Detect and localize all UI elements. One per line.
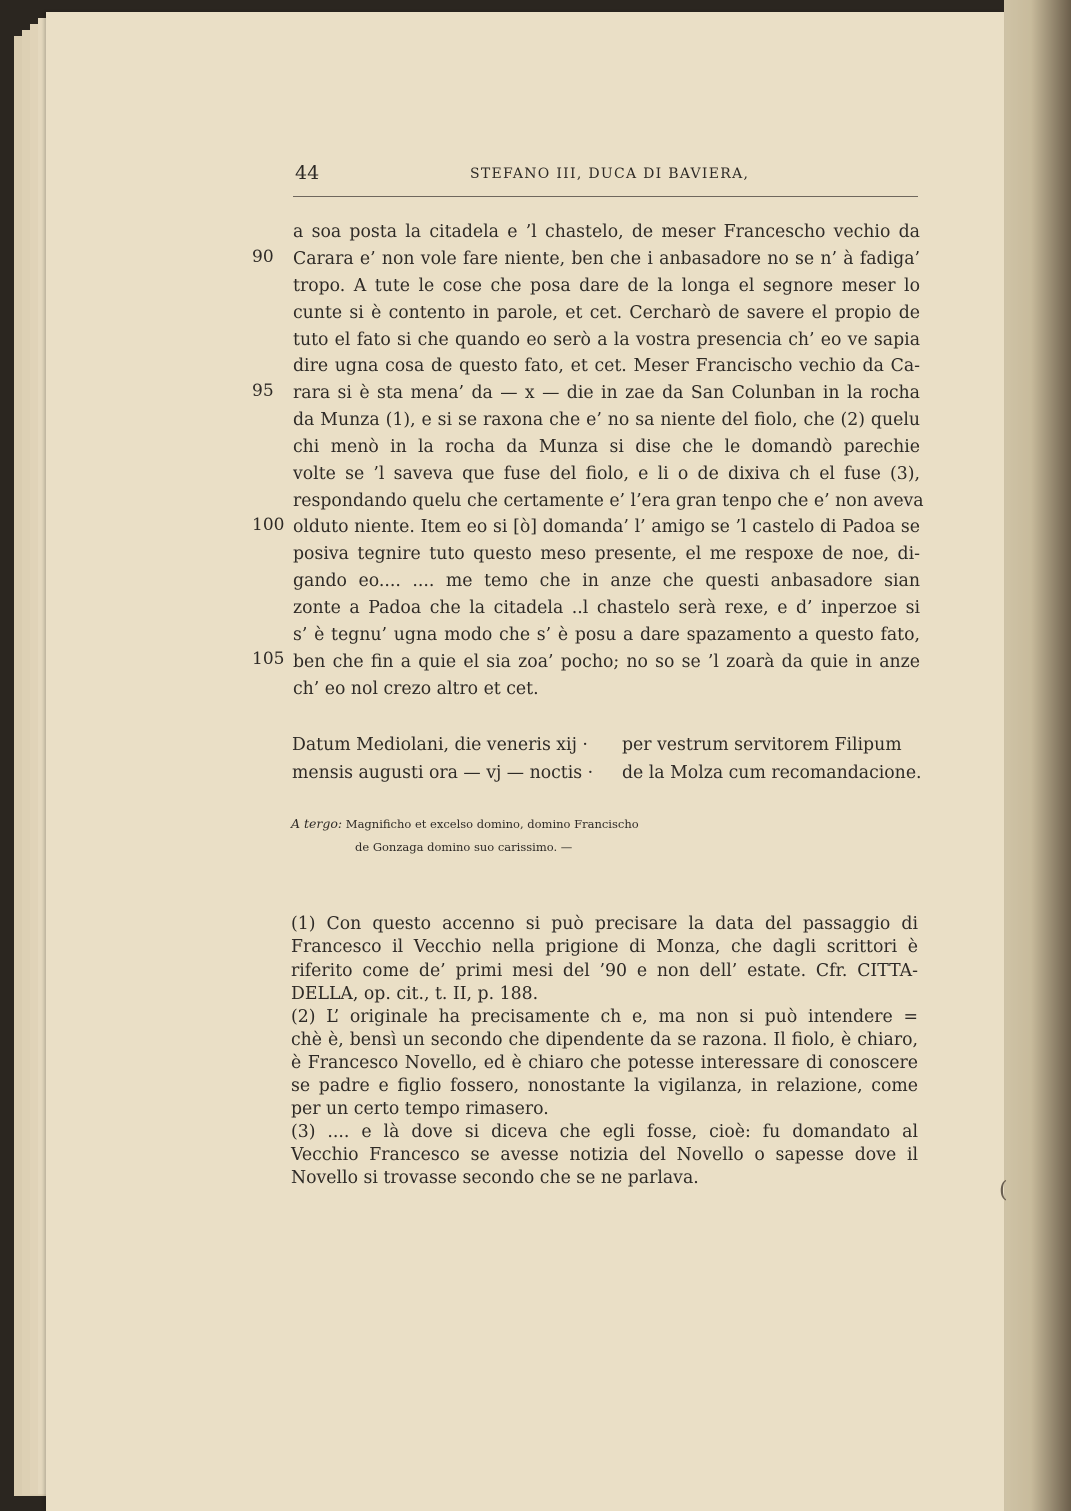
signature-line: de la Molza cum recomandacione. (622, 763, 922, 783)
body-line: ch’ eo nol crezo altro et cet. (293, 679, 539, 699)
footnote-line: chè è, bensì un secondo che dipendente da se razona. Il fiolo, è chiaro, (291, 1030, 918, 1050)
footnote-line: Novello si trovasse secondo che se ne parlava. (291, 1168, 699, 1188)
running-title: STEFANO III, DUCA DI BAVIERA, (470, 166, 750, 182)
footnote-line: se padre e figlio fossero, nonostante la vigilanza, in relazione, come (291, 1076, 918, 1096)
margin-mark: ( (999, 1178, 1008, 1203)
footnote-line: è Francesco Novello, ed è chiaro che potesse interessare di conoscere (291, 1053, 918, 1073)
header-rule (293, 196, 918, 197)
footnote-line: riferito come de’ primi mesi del ’90 e non dell’ estate. Cfr. CITTA- (291, 961, 918, 981)
footnote-line: (2) L’ originale ha precisamente ch e, ma non si può intendere = (291, 1007, 918, 1027)
datum-line: mensis augusti ora — vj — noctis · (292, 763, 594, 783)
footnote-line: DELLA, op. cit., t. II, p. 188. (291, 984, 539, 1004)
tergo-line (291, 816, 639, 831)
book-gutter-shadow (1004, 0, 1071, 1511)
body-line: tuto el fato si che quando eo serò a la vostra presencia ch’ eo ve sapia (293, 330, 920, 350)
body-line: olduto niente. Item eo si [ò] domanda’ l’ amigo se ’l castelo di Padoa se (293, 517, 920, 537)
footnote-line: (1) Con questo accenno si può precisare la data del passaggio di (291, 914, 918, 934)
body-line: ben che fin a quie el sia zoa’ pocho; no so se ’l zoarà da quie in anze (293, 652, 920, 672)
datum-line: Datum Mediolani, die veneris xij · (292, 735, 588, 755)
footnote-line: Francesco il Vecchio nella prigione di Monza, che dagli scrittori è (291, 937, 918, 957)
body-line: rara si è sta mena’ da — x — die in zae da San Colunban in la rocha (293, 383, 920, 403)
tergo-label: A tergo: (291, 816, 343, 831)
body-line: Carara e’ non vole fare niente, ben che i anbasadore no se n’ à fadiga’ (293, 249, 920, 269)
tergo-address: Magnificho et excelso domino, domino Francischo (345, 817, 639, 831)
line-number: 105 (252, 649, 285, 669)
body-line: da Munza (1), e si se raxona che e’ no sa niente del fiolo, che (2) quelu (293, 410, 920, 430)
body-line: dire ugna cosa de questo fato, et cet. Meser Francischo vechio da Ca- (293, 356, 920, 376)
page-number: 44 (295, 162, 320, 184)
body-line: posiva tegnire tuto questo meso presente, el me respoxe de noe, di- (293, 544, 920, 564)
body-line: chi menò in la rocha da Munza si dise che le domandò parechie (293, 437, 920, 457)
footnote-line: (3) .... e là dove si diceva che egli fosse, cioè: fu domandato al (291, 1122, 918, 1142)
body-line: volte se ’l saveva que fuse del fiolo, e li o de dixiva ch el fuse (3), (293, 464, 920, 484)
signature-line: per vestrum servitorem Filipum (622, 735, 902, 755)
body-line: tropo. A tute le cose che posa dare de la longa el segnore meser lo (293, 276, 920, 296)
body-line: cunte si è contento in parole, et cet. Cercharò de savere el propio de (293, 303, 920, 323)
body-line: zonte a Padoa che la citadela ..l chastelo serà rexe, e d’ inperzoe si (293, 598, 920, 618)
body-line: gando eo.... .... me temo che in anze che questi anbasadore sian (293, 571, 920, 591)
footnote-line: per un certo tempo rimasero. (291, 1099, 549, 1119)
body-line: s’ è tegnu’ ugna modo che s’ è posu a dare spazamento a questo fato, (293, 625, 920, 645)
footnote-line: Vecchio Francesco se avesse notizia del Novello o sapesse dove il (291, 1145, 918, 1165)
line-number: 90 (252, 247, 274, 267)
line-number: 95 (252, 381, 274, 401)
line-number: 100 (252, 515, 285, 535)
tergo-line: de Gonzaga domino suo carissimo. — (355, 840, 573, 854)
body-line: a soa posta la citadela e ’l chastelo, de meser Franceschо vechio da (293, 222, 920, 242)
body-line: respondando quelu che certamente e’ l’era gran tenpo che e’ non aveva (293, 491, 924, 511)
